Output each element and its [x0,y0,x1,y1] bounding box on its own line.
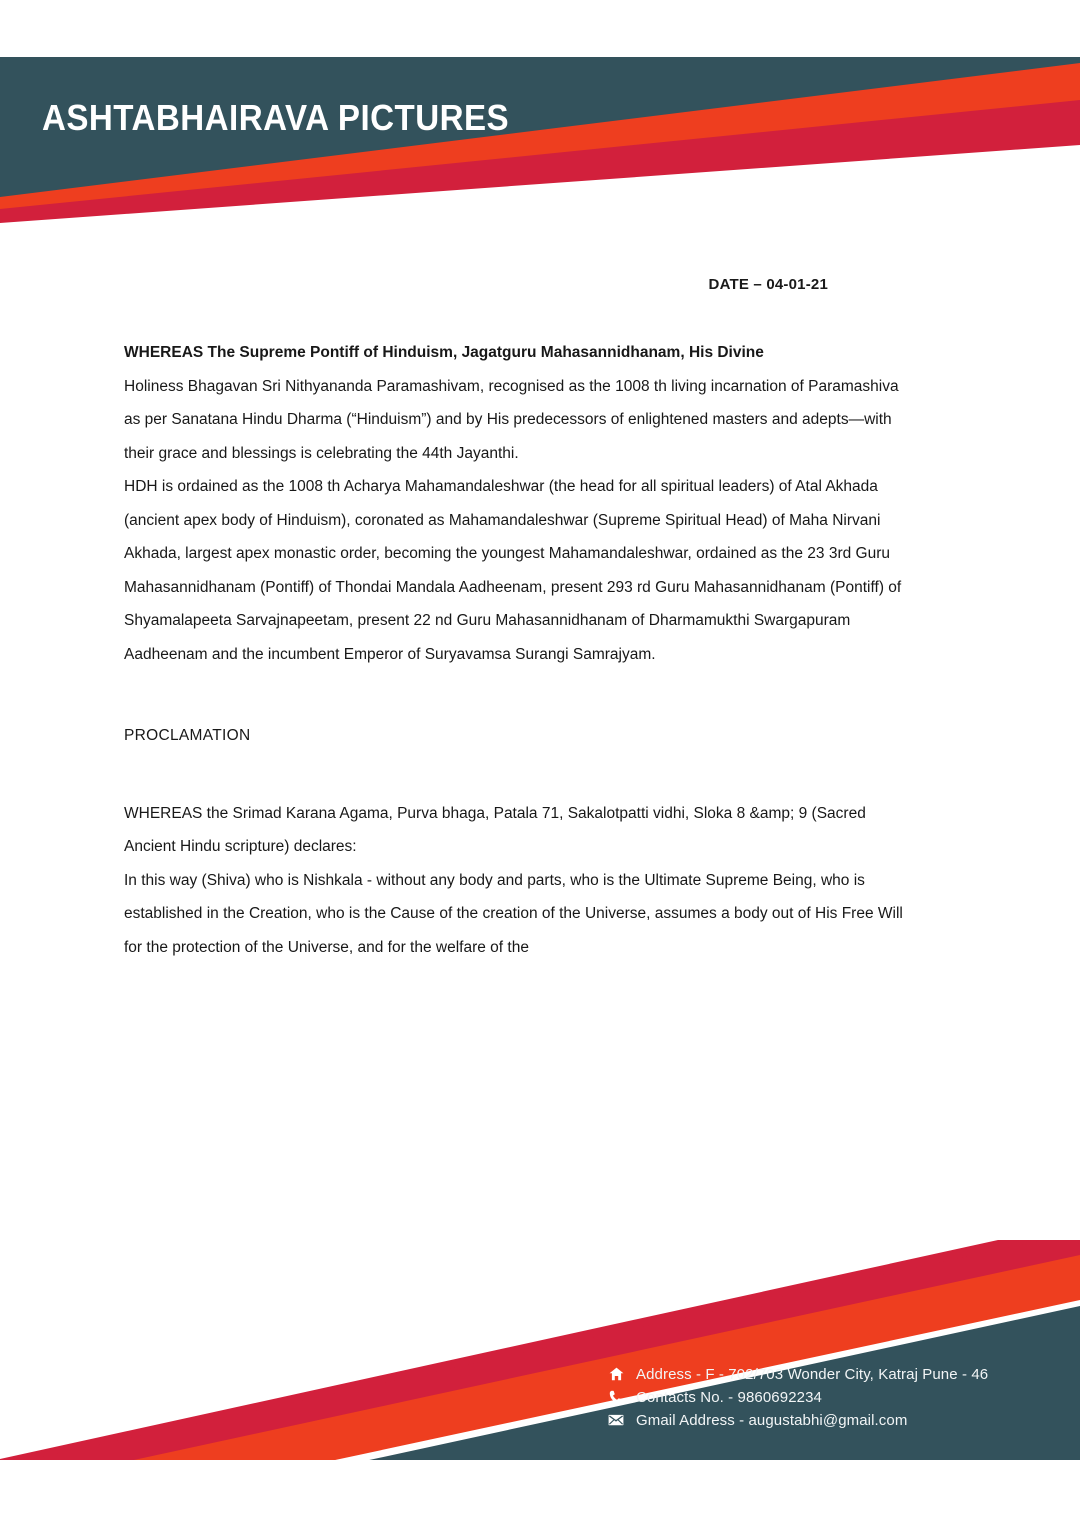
contact-email-text: Gmail Address - augustabhi@gmail.com [636,1411,908,1429]
phone-icon [606,1389,626,1405]
contact-row-phone [606,1386,988,1408]
paragraph-block-4 [124,864,914,965]
spacer-before-proclamation [124,671,914,719]
paragraph-4: In this way (Shiva) who is Nishkala - without any body and parts, who is the Ultimate Supreme Being, who is established in the Creation, who is the Cause of the creation of the Universe, assumes a body out of His Free Will for the protection of the Universe, and for the welfare of the [124,871,903,956]
section-heading-proclamation: PROCLAMATION [124,727,251,744]
header-banner [0,57,1080,267]
spacer-after-proclamation [124,753,914,797]
envelope-icon [606,1412,626,1428]
contact-phone-text: Contacts No. - 9860692234 [636,1388,822,1406]
paragraph-2: HDH is ordained as the 1008 th Acharya Mahamandaleshwar (the head for all spiritual leaders) of Atal Akhada (ancient apex body of Hinduism), coronated as Mahamandaleshwar (Supreme Spiritual Head) of Maha Nirvani Akhada, largest apex monastic order, becoming the youngest Mahamandaleshwar, ordained as the 23 3rd Guru Mahasannidhanam (Pontiff) of Thondai Mandala Aadheenam, present 293 rd Guru Mahasannidhanam (Pontiff) of Shyamalapeeta Sarvajnapeetam, present 22 nd Guru Mahasannidhanam of Dharmamukthi Swargapuram Aadheenam and the incumbent Emperor of Suryavamsa Surangi Samrajyam. [124,478,902,663]
paragraph-block-2 [124,470,914,671]
document-date: DATE – 04-01-21 [708,276,828,293]
footer-contact-list [606,1363,988,1432]
paragraph-1-rest: Holiness Bhagavan Sri Nithyananda Paramashivam, recognised as the 1008 th living incarnation of Paramashiva as per Sanatana Hindu Dharma (“Hinduism”) and by His predecessors of enlightened masters and adepts—with their grace and blessings is celebrating the 44th Jayanthi. [124,377,899,462]
paragraph-block-3 [124,797,914,864]
contact-address-text: Address - F - 702/703 Wonder City, Katraj Pune - 46 [636,1365,989,1383]
paragraph-3: WHEREAS the Srimad Karana Agama, Purva bhaga, Patala 71, Sakalotpatti vidhi, Sloka 8 &amp; 9 (Sacred Ancient Hindu scripture) declares: [124,804,866,855]
page-title: ASHTABHAIRAVA PICTURES [42,97,510,138]
paragraph-1-lead: WHEREAS The Supreme Pontiff of Hinduism, Jagatguru Mahasannidhanam, His Divine [124,344,764,361]
home-icon [606,1366,626,1382]
paragraph-block-1 [124,336,914,470]
contact-row-email [606,1409,988,1431]
document-body [124,336,914,964]
contact-row-address [606,1363,988,1385]
